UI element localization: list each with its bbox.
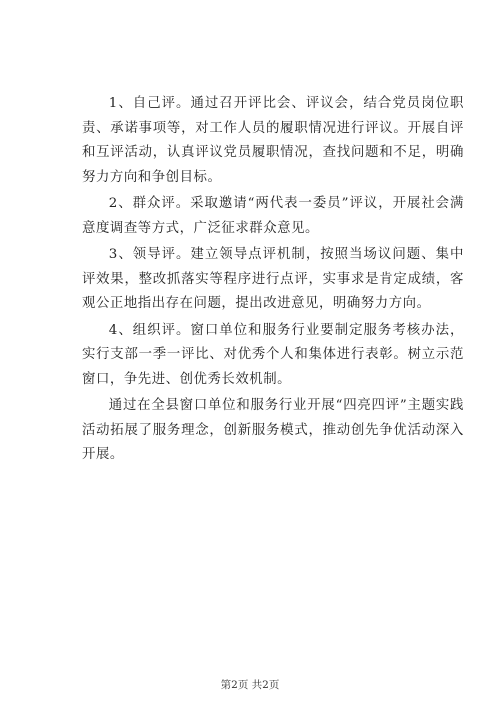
paragraph-public-review: 2、群众评。采取邀请“两代表一委员”评议，开展社会满意度调查等方式，广泛征求群众意见。 xyxy=(82,196,464,236)
page-footer: 第2页 共2页 xyxy=(220,679,280,691)
document-body xyxy=(82,92,464,470)
paragraph-leader-review: 3、领导评。建立领导点评机制，按照当场议问题、集中评效果，整改抓落实等程序进行点评，实事求是肯定成绩，客观公正地指出存在问题，提出改进意见，明确努力方向。 xyxy=(82,247,464,311)
paragraph-self-review: 1、自己评。通过召开评比会、评议会，结合党员岗位职责、承诺事项等，对工作人员的履职情况进行评议。开展自评和互评活动，认真评议党员履职情况，查找问题和不足，明确努力方向和争创目标。 xyxy=(82,96,464,185)
paragraph-organization-review: 4、组织评。窗口单位和服务行业要制定服务考核办法，实行支部一季一评比、对优秀个人和集体进行表彰。树立示范窗口，争先进、创优秀长效机制。 xyxy=(82,322,464,387)
paragraph-conclusion: 通过在全县窗口单位和服务行业开展“四亮四评”主题实践活动拓展了服务理念，创新服务模式，推动创先争优活动深入开展。 xyxy=(82,398,464,462)
